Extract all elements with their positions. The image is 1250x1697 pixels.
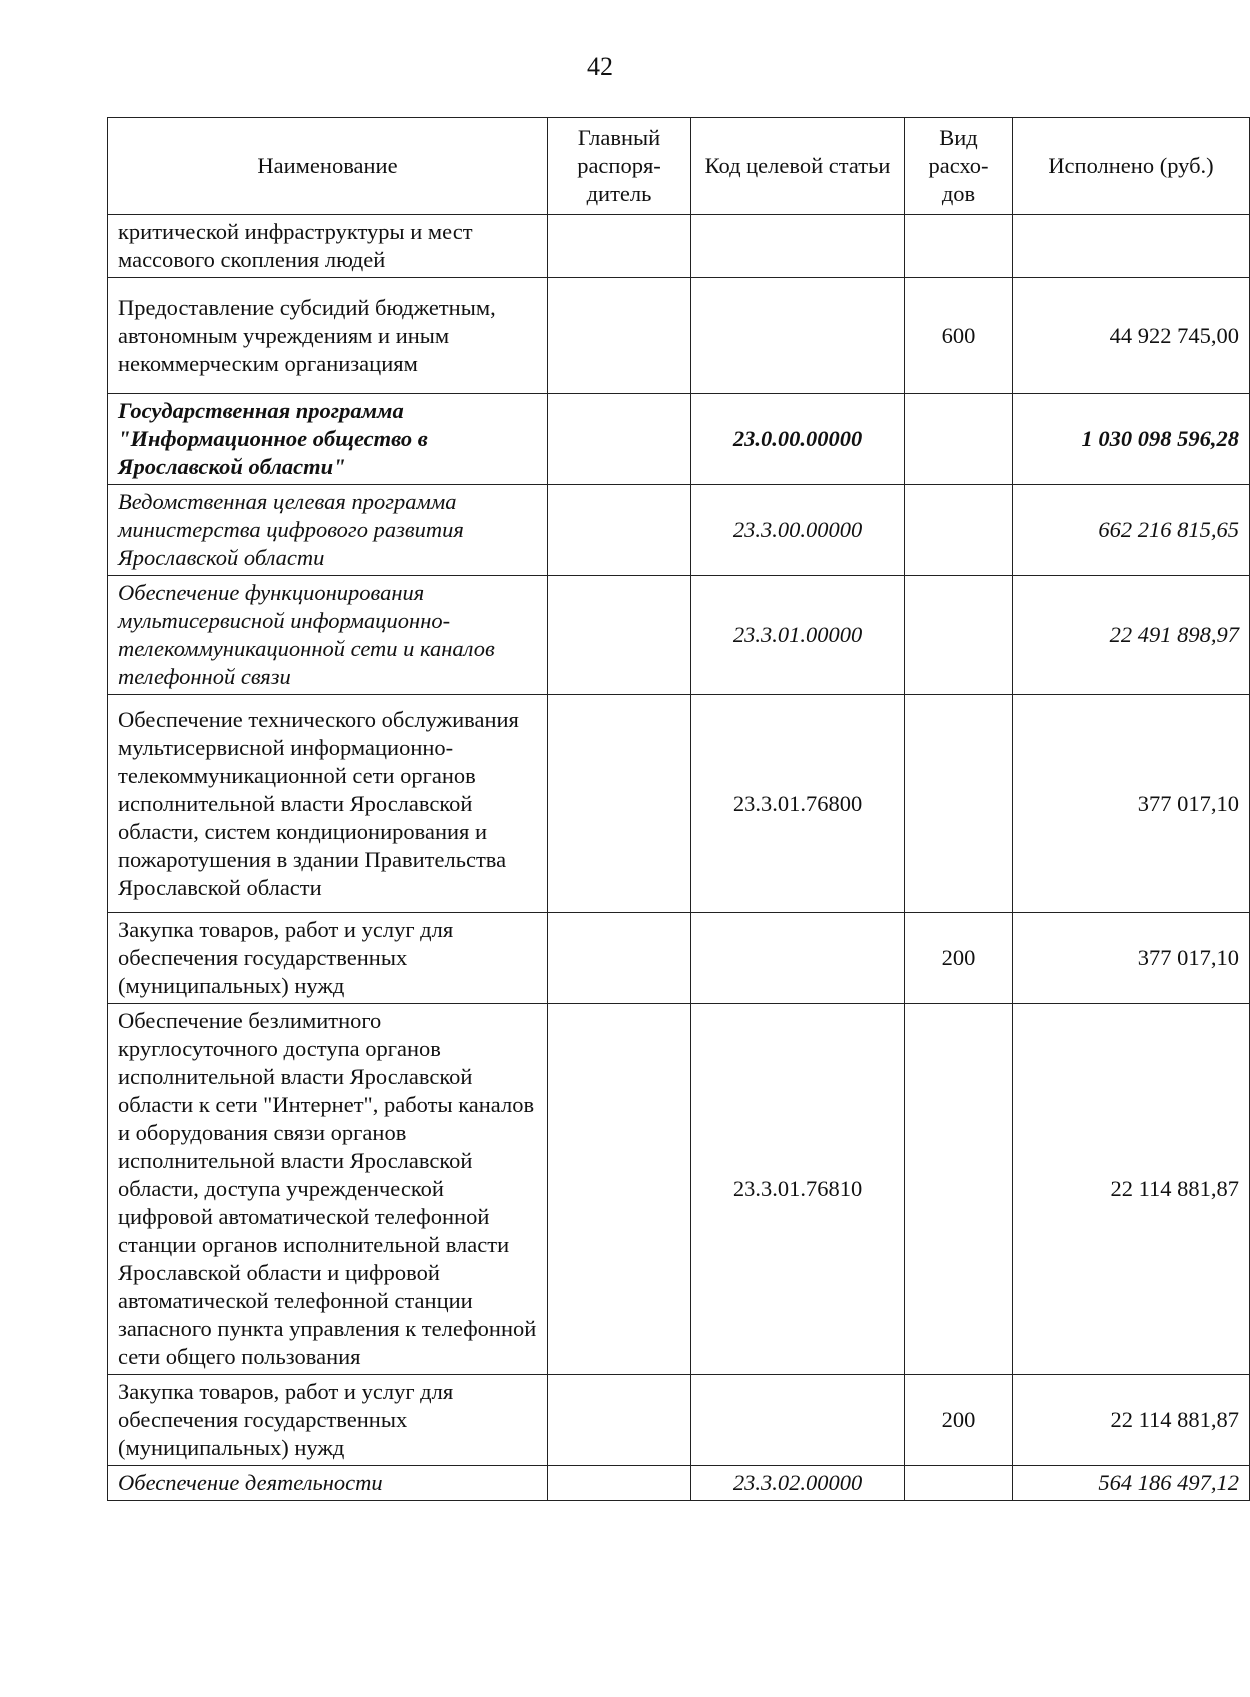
header-name: Наименование [108, 118, 548, 215]
row-executed-cell: 1 030 098 596,28 [1013, 394, 1250, 485]
table-body [108, 215, 1250, 1501]
row-name-cell: Предоставление субсидий бюджетным, автономным учреждениям и иным некоммерческим организациям [108, 278, 548, 394]
row-expense-type-cell [905, 695, 1013, 913]
row-name-cell: Государственная программа "Информационное общество в Ярославской области" [108, 394, 548, 485]
row-name-cell: Закупка товаров, работ и услуг для обеспечения государственных (муниципальных) нужд [108, 1375, 548, 1466]
row-executed-cell: 44 922 745,00 [1013, 278, 1250, 394]
row-target-code-cell [691, 215, 905, 278]
table-row [108, 695, 1250, 913]
table-row [108, 913, 1250, 1004]
table-row [108, 485, 1250, 576]
row-target-code-cell [691, 278, 905, 394]
row-name-cell: критической инфраструктуры и мест массового скопления людей [108, 215, 548, 278]
header-main-manager: Главный распоря-дитель [548, 118, 691, 215]
row-target-code-cell: 23.3.01.76800 [691, 695, 905, 913]
table-row [108, 1466, 1250, 1501]
row-target-code-cell: 23.3.00.00000 [691, 485, 905, 576]
header-expense-type: Вид расхо-дов [905, 118, 1013, 215]
row-main-manager-cell [548, 1375, 691, 1466]
table-row [108, 278, 1250, 394]
header-executed: Исполнено (руб.) [1013, 118, 1250, 215]
row-expense-type-cell: 600 [905, 278, 1013, 394]
header-target-code: Код целевой статьи [691, 118, 905, 215]
row-target-code-cell: 23.3.01.76810 [691, 1004, 905, 1375]
page-number: 42 [587, 52, 613, 81]
table-header-row [108, 118, 1250, 215]
row-main-manager-cell [548, 576, 691, 695]
row-expense-type-cell: 200 [905, 1375, 1013, 1466]
row-executed-cell: 22 114 881,87 [1013, 1375, 1250, 1466]
table-row [108, 576, 1250, 695]
row-main-manager-cell [548, 278, 691, 394]
row-executed-cell: 377 017,10 [1013, 913, 1250, 1004]
table-row [108, 215, 1250, 278]
row-main-manager-cell [548, 215, 691, 278]
row-name-cell: Обеспечение технического обслуживания мультисервисной информационно-телекоммуникационной сети органов исполнительной власти Ярославской области, систем кондиционирования и пожаротушения в здании Правительства Ярославской области [108, 695, 548, 913]
row-name-cell: Закупка товаров, работ и услуг для обеспечения государственных (муниципальных) нужд [108, 913, 548, 1004]
row-target-code-cell [691, 1375, 905, 1466]
row-executed-cell: 564 186 497,12 [1013, 1466, 1250, 1501]
row-expense-type-cell [905, 485, 1013, 576]
row-target-code-cell: 23.3.02.00000 [691, 1466, 905, 1501]
table-row [108, 1375, 1250, 1466]
row-executed-cell [1013, 215, 1250, 278]
row-expense-type-cell [905, 576, 1013, 695]
row-executed-cell: 662 216 815,65 [1013, 485, 1250, 576]
row-name-cell: Обеспечение безлимитного круглосуточного доступа органов исполнительной власти Ярославской области к сети "Интернет", работы каналов и оборудования связи органов исполнительной власти Ярославской области, доступа учрежденческой цифровой автоматической телефонной станции органов исполнительной власти Ярославской области и цифровой автоматической телефонной станции запасного пункта управления к телефонной сети общего пользования [108, 1004, 548, 1375]
row-main-manager-cell [548, 1004, 691, 1375]
row-target-code-cell: 23.0.00.00000 [691, 394, 905, 485]
budget-table [107, 117, 1250, 1501]
row-main-manager-cell [548, 913, 691, 1004]
row-executed-cell: 377 017,10 [1013, 695, 1250, 913]
row-name-cell: Обеспечение функционирования мультисервисной информационно-телекоммуникационной сети и каналов телефонной связи [108, 576, 548, 695]
row-expense-type-cell [905, 215, 1013, 278]
row-expense-type-cell [905, 1004, 1013, 1375]
row-main-manager-cell [548, 695, 691, 913]
row-expense-type-cell [905, 394, 1013, 485]
row-name-cell: Ведомственная целевая программа министерства цифрового развития Ярославской области [108, 485, 548, 576]
row-main-manager-cell [548, 1466, 691, 1501]
row-target-code-cell [691, 913, 905, 1004]
row-main-manager-cell [548, 485, 691, 576]
table-row [108, 1004, 1250, 1375]
row-executed-cell: 22 491 898,97 [1013, 576, 1250, 695]
row-name-cell: Обеспечение деятельности [108, 1466, 548, 1501]
row-expense-type-cell [905, 1466, 1013, 1501]
row-expense-type-cell: 200 [905, 913, 1013, 1004]
row-main-manager-cell [548, 394, 691, 485]
table-row [108, 394, 1250, 485]
row-executed-cell: 22 114 881,87 [1013, 1004, 1250, 1375]
row-target-code-cell: 23.3.01.00000 [691, 576, 905, 695]
